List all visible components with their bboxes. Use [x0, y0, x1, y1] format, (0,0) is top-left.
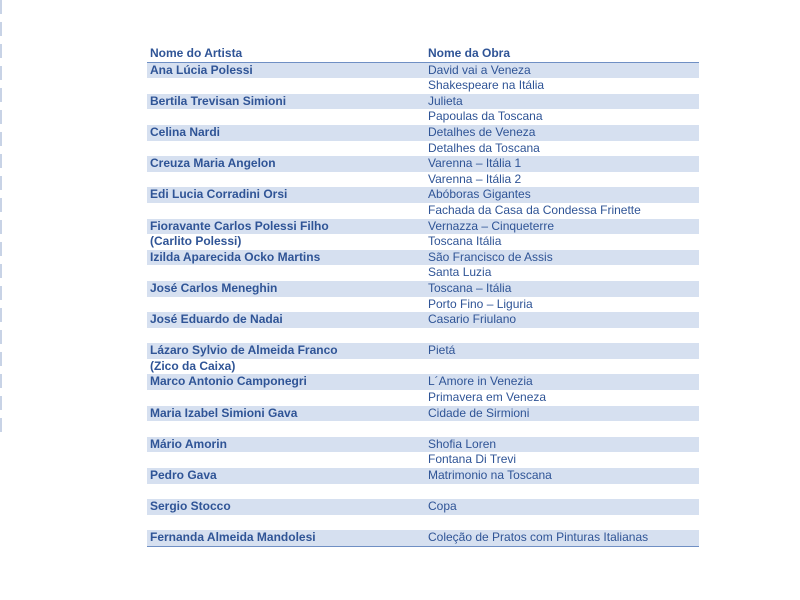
table-row: [147, 203, 699, 219]
artist-name-cell: Lázaro Sylvio de Almeida Franco: [147, 343, 425, 359]
work-name-cell: L´Amore in Venezia: [425, 374, 699, 390]
work-name-cell: Julieta: [425, 94, 699, 110]
work-name-cell: [425, 515, 699, 531]
left-margin-marker: [0, 0, 2, 440]
table-row: [147, 343, 699, 359]
work-name-cell: São Francisco de Assis: [425, 250, 699, 266]
work-name-cell: Detalhes de Veneza: [425, 125, 699, 141]
table-row: [147, 421, 699, 437]
artist-name-cell: [147, 421, 425, 437]
table-row: [147, 109, 699, 125]
table-header-row: [147, 46, 699, 62]
table-row: [147, 94, 699, 110]
table-row: [147, 530, 699, 546]
work-name-cell: Fachada da Casa da Condessa Frinette: [425, 203, 699, 219]
work-name-cell: [425, 359, 699, 375]
table-row: [147, 374, 699, 390]
work-name-cell: Toscana – Itália: [425, 281, 699, 297]
table-row: [147, 219, 699, 235]
work-name-cell: Santa Luzia: [425, 265, 699, 281]
table-row: [147, 187, 699, 203]
artist-name-cell: [147, 141, 425, 157]
table-row: [147, 265, 699, 281]
table-row: [147, 156, 699, 172]
artist-name-cell: Pedro Gava: [147, 468, 425, 484]
work-name-cell: [425, 421, 699, 437]
work-name-cell: Primavera em Veneza: [425, 390, 699, 406]
work-name-cell: Shakespeare na Itália: [425, 78, 699, 94]
work-name-cell: Abóboras Gigantes: [425, 187, 699, 203]
artist-name-cell: [147, 109, 425, 125]
artist-name-cell: Marco Antonio Camponegri: [147, 374, 425, 390]
artist-name-cell: José Eduardo de Nadai: [147, 312, 425, 328]
artist-name-cell: Fernanda Almeida Mandolesi: [147, 530, 425, 546]
table-row: [147, 437, 699, 453]
table-row: [147, 141, 699, 157]
artist-name-cell: Celina Nardi: [147, 125, 425, 141]
table-row: [147, 515, 699, 531]
table-row: [147, 234, 699, 250]
artist-name-cell: [147, 328, 425, 344]
artist-name-cell: [147, 78, 425, 94]
artist-name-cell: Edi Lucia Corradini Orsi: [147, 187, 425, 203]
artist-name-cell: [147, 265, 425, 281]
artist-name-cell: [147, 297, 425, 313]
artist-name-cell: Mário Amorin: [147, 437, 425, 453]
table-row: [147, 281, 699, 297]
artist-name-cell: Fioravante Carlos Polessi Filho: [147, 219, 425, 235]
table-row: [147, 328, 699, 344]
work-name-cell: Varenna – Itália 2: [425, 172, 699, 188]
work-name-cell: David vai a Veneza: [425, 62, 699, 78]
work-name-cell: [425, 484, 699, 500]
work-name-cell: Fontana Di Trevi: [425, 452, 699, 468]
header-artist-name: Nome do Artista: [147, 46, 425, 62]
artist-name-cell: (Carlito Polessi): [147, 234, 425, 250]
table-row: [147, 125, 699, 141]
table-row: [147, 452, 699, 468]
artist-works-table: [147, 46, 699, 547]
table-row: [147, 78, 699, 94]
table-row: [147, 484, 699, 500]
work-name-cell: Matrimonio na Toscana: [425, 468, 699, 484]
work-name-cell: Shofia Loren: [425, 437, 699, 453]
table-row: [147, 406, 699, 422]
work-name-cell: [425, 328, 699, 344]
work-name-cell: Cidade de Sirmioni: [425, 406, 699, 422]
work-name-cell: Papoulas da Toscana: [425, 109, 699, 125]
table-row: [147, 172, 699, 188]
artist-name-cell: [147, 484, 425, 500]
artist-name-cell: Izilda Aparecida Ocko Martins: [147, 250, 425, 266]
artist-name-cell: [147, 452, 425, 468]
artist-name-cell: (Zico da Caixa): [147, 359, 425, 375]
work-name-cell: Casario Friulano: [425, 312, 699, 328]
table-row: [147, 312, 699, 328]
table-row: [147, 297, 699, 313]
artist-name-cell: José Carlos Meneghin: [147, 281, 425, 297]
work-name-cell: Coleção de Pratos com Pinturas Italianas: [425, 530, 699, 546]
artist-name-cell: [147, 172, 425, 188]
artist-name-cell: [147, 515, 425, 531]
work-name-cell: Copa: [425, 499, 699, 515]
artist-name-cell: Maria Izabel Simioni Gava: [147, 406, 425, 422]
work-name-cell: Pietá: [425, 343, 699, 359]
table-row: [147, 468, 699, 484]
table-row: [147, 359, 699, 375]
work-name-cell: Detalhes da Toscana: [425, 141, 699, 157]
artist-name-cell: Creuza Maria Angelon: [147, 156, 425, 172]
artist-name-cell: [147, 390, 425, 406]
work-name-cell: Toscana Itália: [425, 234, 699, 250]
table-row: [147, 499, 699, 515]
artist-name-cell: [147, 203, 425, 219]
header-work-name: Nome da Obra: [425, 46, 699, 62]
work-name-cell: Vernazza – Cinqueterre: [425, 219, 699, 235]
artist-name-cell: Ana Lúcia Polessi: [147, 62, 425, 78]
artist-name-cell: Sergio Stocco: [147, 499, 425, 515]
work-name-cell: Porto Fino – Liguria: [425, 297, 699, 313]
artist-name-cell: Bertila Trevisan Simioni: [147, 94, 425, 110]
work-name-cell: Varenna – Itália 1: [425, 156, 699, 172]
table-row: [147, 250, 699, 266]
table-row: [147, 62, 699, 78]
table-row: [147, 390, 699, 406]
table-body: [147, 62, 699, 546]
